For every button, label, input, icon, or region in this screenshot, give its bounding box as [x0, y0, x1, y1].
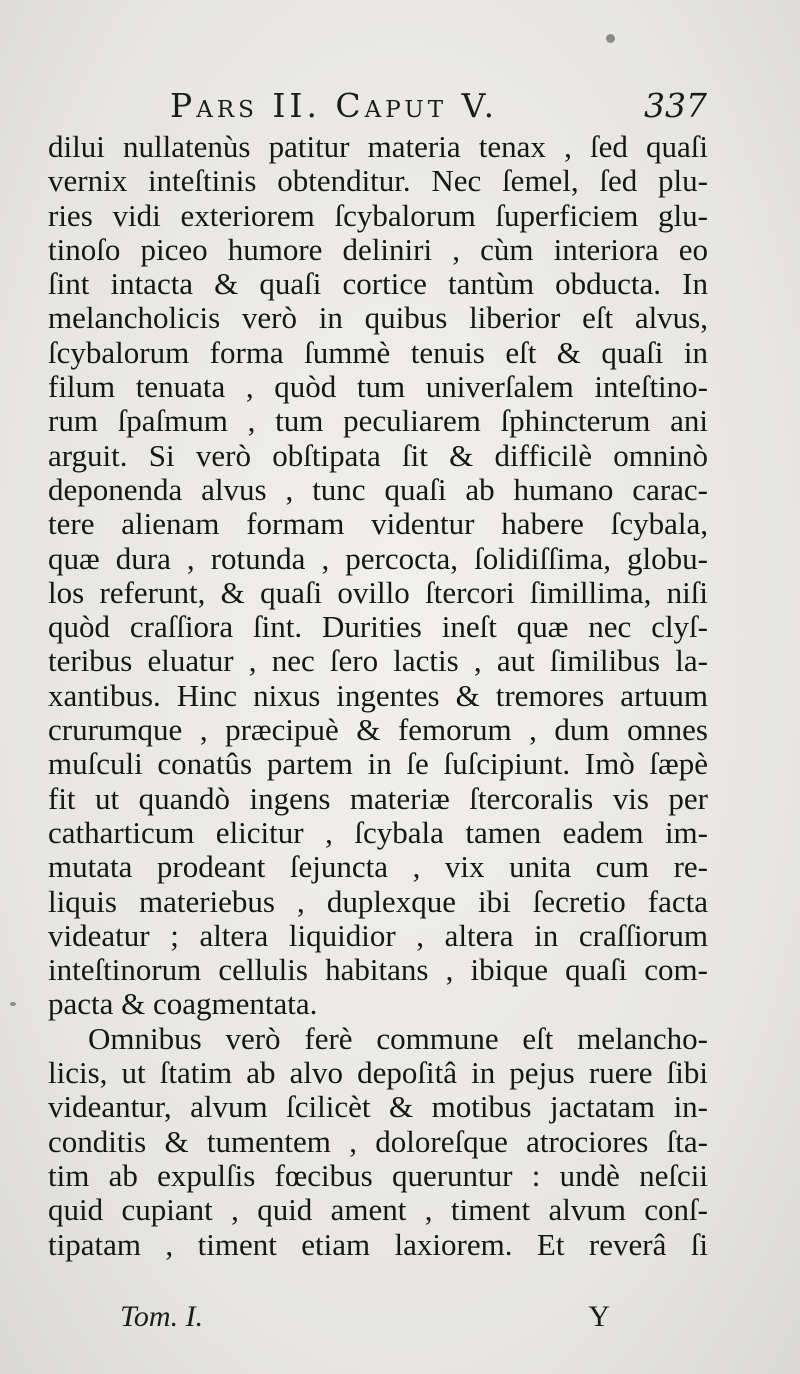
text-line: los referunt, & quaſi ovillo ſtercori ſimillima, niſi — [48, 574, 708, 610]
paragraph-2 — [48, 1022, 708, 1262]
text-line: videatur ; altera liquidior , altera in craſſiorum — [48, 917, 708, 953]
text-line: videantur, alvum ſcilicèt & motibus jactatam in- — [48, 1089, 708, 1125]
text-line: rum ſpaſmum , tum peculiarem ſphincterum ani — [48, 403, 708, 439]
text-line: muſculi conatûs partem in ſe ſuſcipiunt. Imò ſæpè — [48, 746, 708, 782]
text-line: deponenda alvus , tunc quaſi ab humano carac- — [48, 471, 708, 507]
text-line: catharticum elicitur , ſcybala tamen eadem im- — [48, 814, 708, 850]
text-line: Omnibus verò ferè commune eſt melancho- — [88, 1020, 708, 1056]
text-line: ſint intacta & quaſi cortice tantùm obducta. In — [48, 266, 708, 302]
volume-mark: Tom. I. — [120, 1300, 204, 1333]
text-line: liquis materiebus , duplexque ibi ſecretio facta — [48, 883, 708, 919]
running-header — [170, 86, 715, 126]
text-line: conditis & tumentem , doloreſque atrociores ſta- — [48, 1123, 708, 1159]
text-line: arguit. Si verò obſtipata ſit & difficilè omninò — [48, 437, 708, 473]
text-line: crurumque , præcipuè & femorum , dum omnes — [48, 712, 708, 748]
page-footer — [120, 1300, 610, 1336]
text-line: xantibus. Hinc nixus ingentes & tremores artuum — [48, 677, 708, 713]
text-line: tere alienam formam videntur habere ſcybala, — [48, 506, 708, 542]
text-line: ries vidi exteriorem ſcybalorum ſuperficiem glu- — [48, 197, 708, 233]
body-text — [48, 130, 708, 1262]
text-line: quòd craſſiora ſint. Durities ineſt quæ nec clyſ- — [48, 609, 708, 645]
text-line: filum tenuata , quòd tum univerſalem inteſtino- — [48, 369, 708, 405]
text-line: quæ dura , rotunda , percocta, ſolidiſſima, globu- — [48, 540, 708, 576]
text-line: licis, ut ſtatim ab alvo depoſitâ in pejus ruere ſibi — [48, 1055, 708, 1091]
text-line: mutata prodeant ſejuncta , vix unita cum re- — [48, 849, 708, 885]
text-line: teribus eluatur , nec ſero lactis , aut ſimilibus la- — [48, 643, 708, 679]
running-title: Pars II. Caput V. — [170, 86, 499, 125]
text-line: tim ab expulſis fœcibus queruntur : undè neſcii — [48, 1157, 708, 1193]
page-number: 337 — [644, 86, 707, 125]
text-line: pacta & coagmentata. — [48, 986, 318, 1022]
text-line: quid cupiant , quid ament , timent alvum conſ- — [48, 1192, 708, 1228]
signature-mark: Y — [588, 1300, 610, 1333]
text-line: vernix inteſtinis obtenditur. Nec ſemel, ſed plu- — [48, 163, 708, 199]
text-line: ſcybalorum forma ſummè tenuis eſt & quaſi in — [48, 334, 708, 370]
text-line: dilui nullatenùs patitur materia tenax , ſed quaſi — [48, 129, 708, 164]
text-line: inteſtinorum cellulis habitans , ibique quaſi com- — [48, 952, 708, 988]
ink-speck — [10, 1002, 16, 1006]
paragraph-1 — [48, 130, 708, 1022]
text-line: melancholicis verò in quibus liberior eſt alvus, — [48, 300, 708, 336]
text-line: tipatam , timent etiam laxiorem. Et reverâ ſi — [48, 1226, 708, 1262]
ink-speck — [606, 34, 615, 43]
text-line: fit ut quandò ingens materiæ ſtercoralis vis per — [48, 780, 708, 816]
text-line: tinoſo piceo humore deliniri , cùm interiora eo — [48, 231, 708, 267]
